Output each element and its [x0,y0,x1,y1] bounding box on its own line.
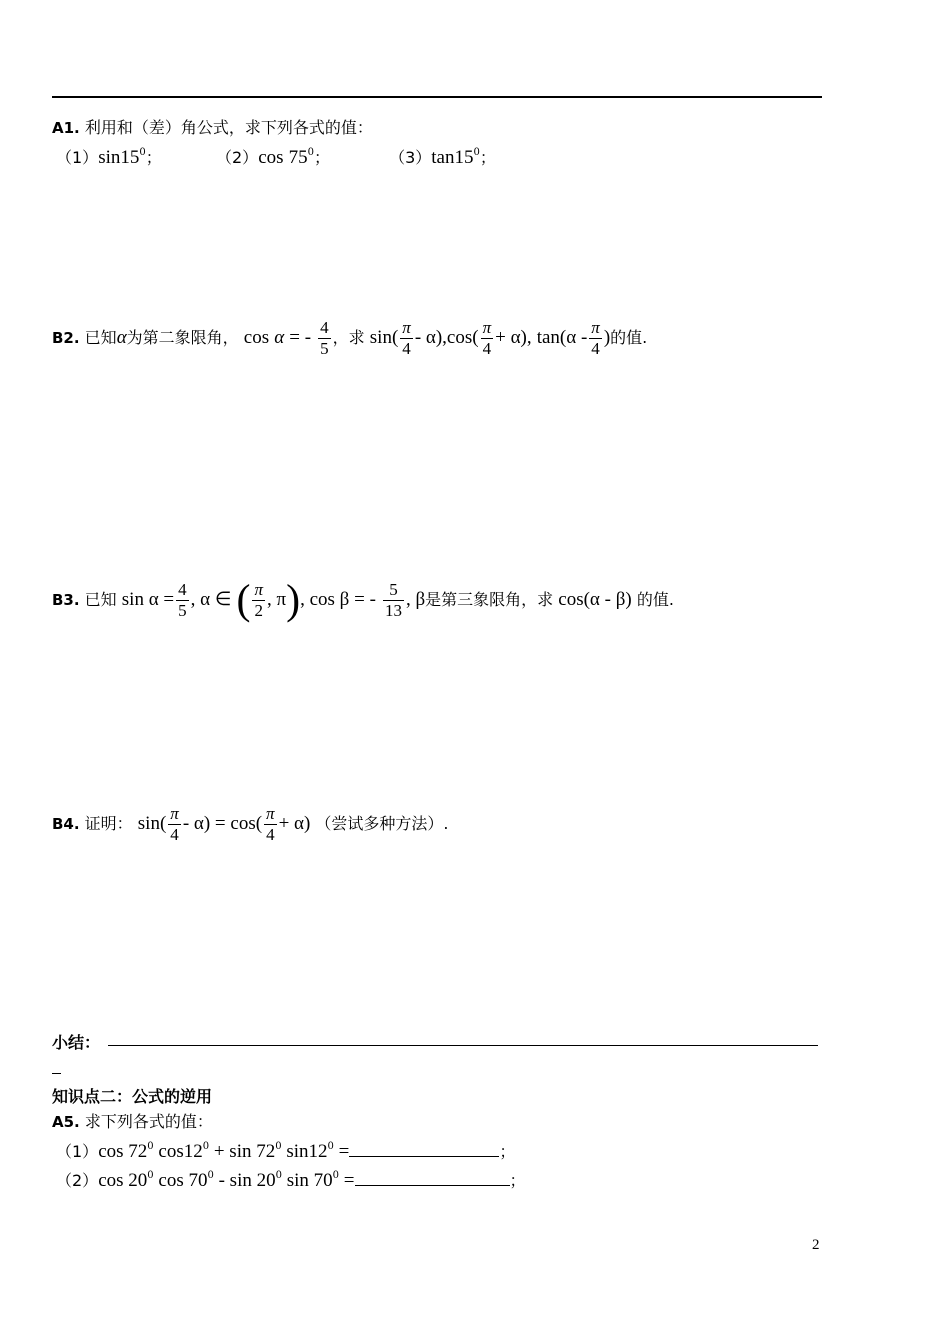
section-title: 知识点二：公式的逆用 [52,1087,213,1106]
problem-label: A1. [52,119,80,137]
problem-text: 利用和（差）角公式，求下列各式的值： [84,118,373,137]
answer-blank[interactable] [355,1169,510,1186]
left-paren: ( [236,577,251,624]
a1-item-3: $(3)\tan 15^0$； [389,147,496,168]
fraction: $\frac{5}{13}$ [385,580,402,620]
a1-item-2: （2）cos $75^0$； [216,147,330,168]
problem-label: B2. [52,329,80,347]
problem-label: B4. [52,815,80,833]
problem-label: A5. [52,1113,80,1131]
fraction: $\frac{4}{5}$ [320,318,329,358]
a5-item-2: （2）cos $20^0$ $\cos 70^0$ - $\sin 20^0$ $\sin 70^0$ = ； [56,1170,526,1191]
right-paren: ) [286,577,301,624]
header-rule [52,96,822,98]
answer-blank[interactable] [349,1140,499,1157]
summary-tail-dash [52,1073,61,1074]
problem-a1-items [56,148,496,168]
fraction: $\frac{\pi}{4}$ [170,804,179,844]
a1-item-1: $(1)\sin 15^0$； [56,147,162,168]
fraction: $\frac{\pi}{4}$ [591,318,600,358]
fraction: $\frac{4}{5}$ [178,580,187,620]
fraction: $\frac{\pi}{2}$ [254,580,264,620]
problem-b3: B3. 已知 sin α = $\frac{4}{5}$ , α ∈ ( $\frac{\pi}{2}$ , π), cos β = - $\frac{5}{13}$ , β是第三象限角，求 cos(α - β) 的值. [52,577,674,624]
problem-b2: B2. 已知α为第二象限角， cos α = - $\frac{4}{5}$ ，求 sin( $\frac{\pi}{4}$ - α),cos( $\frac{\pi}{4}$ + α), tan(α - $\frac{\pi}{4}$ )的值. [52,318,648,358]
problem-a5-prompt: A5. 求下列各式的值： [52,1112,213,1131]
fraction: $\frac{\pi}{4}$ [402,318,411,358]
summary-tail [52,1058,59,1074]
problem-b4: B4. 证明： sin( $\frac{\pi}{4}$ - α) = cos( $\frac{\pi}{4}$ + α) （尝试多种方法）. [52,804,449,844]
fraction: $\frac{\pi}{4}$ [482,318,492,358]
a5-item-1: （1）cos $72^0$ $\cos 12^0 + \sin 72^0$ $\sin 12^0$ = ； [56,1141,516,1162]
summary-label: 小结： [52,1033,101,1052]
summary-blank-line[interactable] [108,1045,818,1046]
fraction: $\frac{\pi}{4}$ [266,804,275,844]
page-number: 2 [812,1237,820,1253]
problem-label: B3. [52,591,80,609]
problem-a1-prompt [52,118,373,138]
